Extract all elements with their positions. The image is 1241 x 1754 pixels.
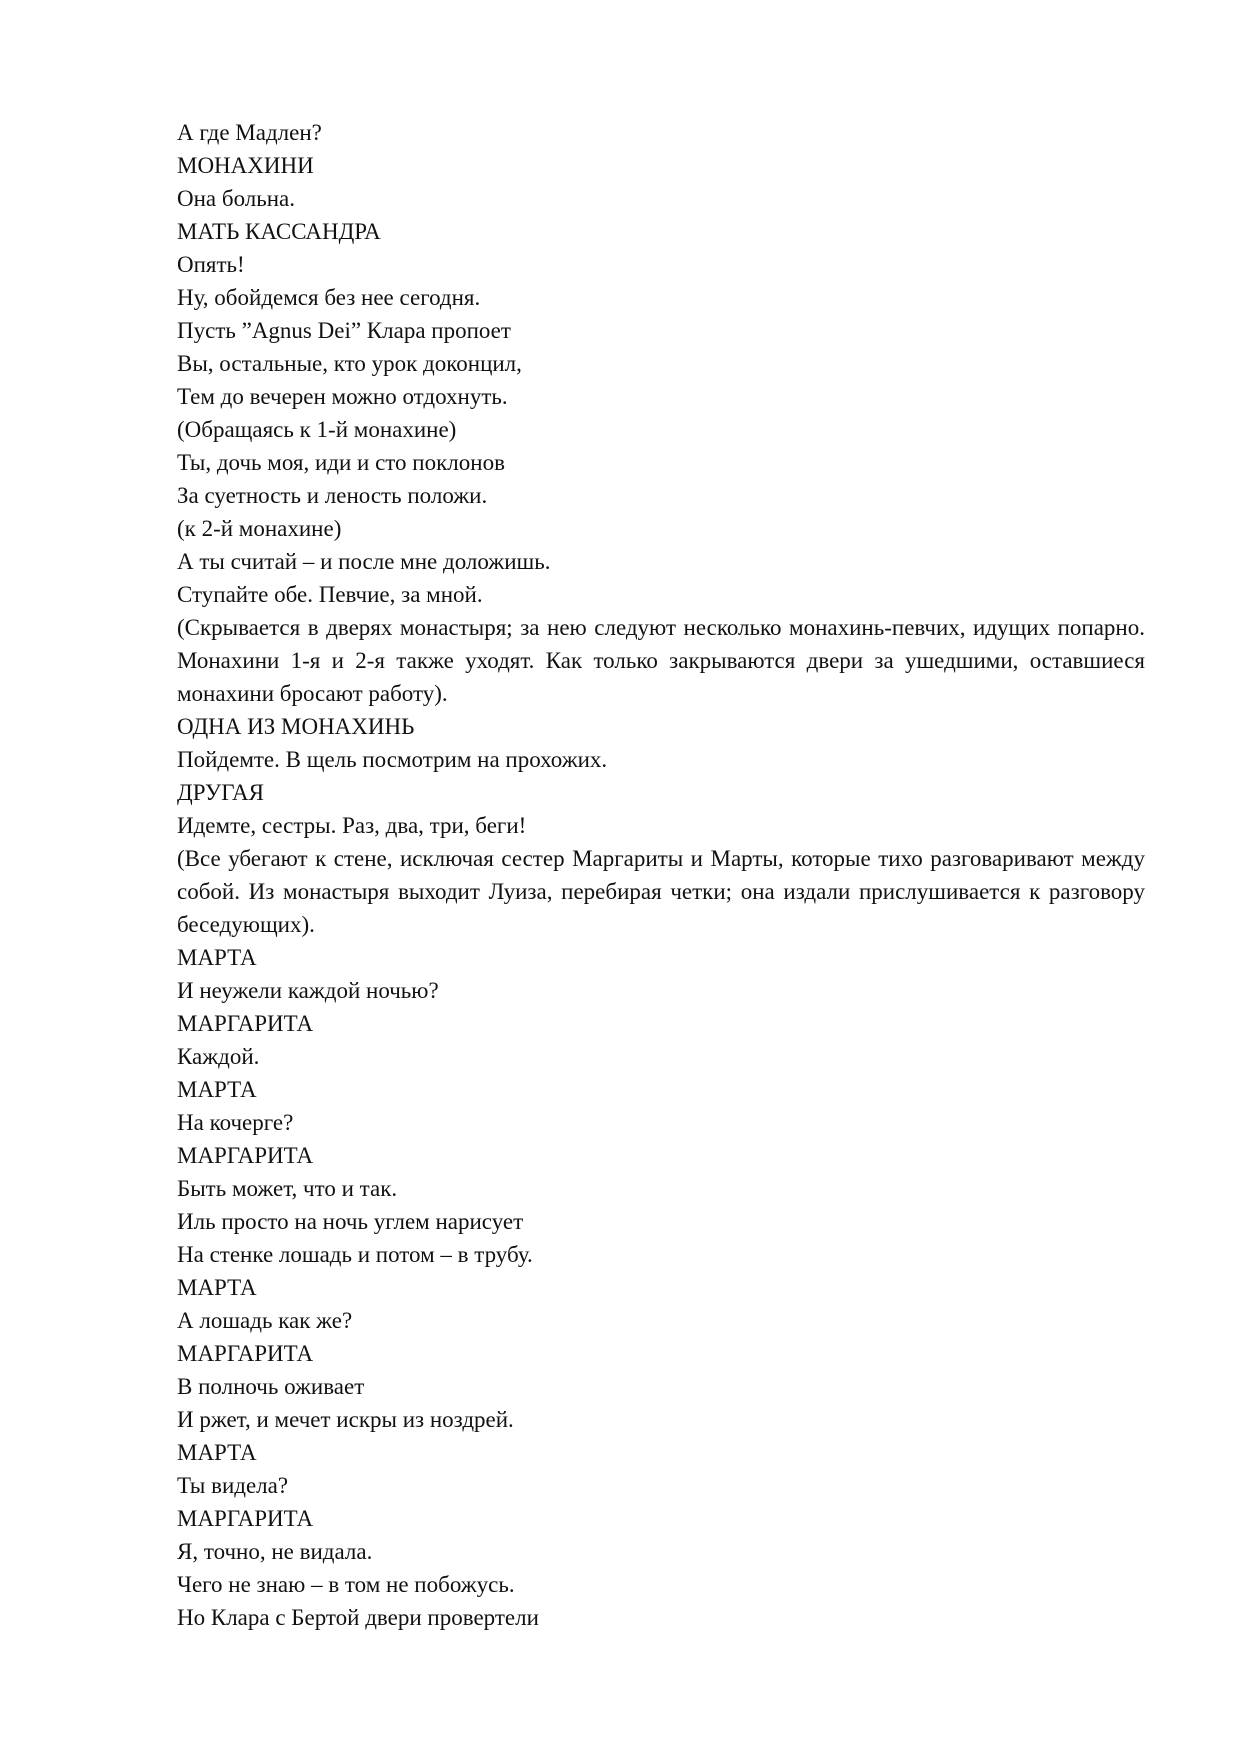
text-line: Ты, дочь моя, иди и сто поклонов (177, 450, 505, 475)
text-line: Она больна. (177, 186, 296, 211)
speaker-name: ОДНА ИЗ МОНАХИНЬ (177, 714, 415, 739)
text-line: Ступайте обе. Певчие, за мной. (177, 582, 483, 607)
text-line: За суетность и леность положи. (177, 483, 488, 508)
speaker-name: ДРУГАЯ (177, 780, 264, 805)
text-line: Пусть ”Agnus Dei” Клара пропоет (177, 318, 511, 343)
speaker-name: МАРГАРИТА (177, 1506, 314, 1531)
text-line: (к 2-й монахине) (177, 516, 342, 541)
text-line: А ты считай – и после мне доложишь. (177, 549, 551, 574)
text-line: И неужели каждой ночью? (177, 978, 439, 1003)
text-line: Опять! (177, 252, 245, 277)
document-page (177, 116, 1145, 1634)
text-line: На кочерге? (177, 1110, 294, 1135)
text-line: В полночь оживает (177, 1374, 365, 1399)
text-line: На стенке лошадь и потом – в трубу. (177, 1242, 533, 1267)
speaker-name: МАРТА (177, 1440, 257, 1465)
text-line: Вы, остальные, кто урок доконцил, (177, 351, 522, 376)
text-line: А где Мадлен? (177, 120, 322, 145)
text-line: Но Клара с Бертой двери провертели (177, 1605, 539, 1630)
text-line: Я, точно, не видала. (177, 1539, 373, 1564)
speaker-name: МАРГАРИТА (177, 1341, 314, 1366)
speaker-name: МОНАХИНИ (177, 153, 314, 178)
stage-direction: (Скрывается в дверях монастыря; за нею следуют несколько монахинь-певчих, идущих попарно. Монахини 1-я и 2-я также уходят. Как только закрываются двери за ушедшими, оставшиеся монахини бросают работу). (177, 615, 1145, 706)
text-line: Иль просто на ночь углем нарисует (177, 1209, 524, 1234)
text-line: Ну, обойдемся без нее сегодня. (177, 285, 481, 310)
text-line: Тем до вечерен можно отдохнуть. (177, 384, 508, 409)
speaker-name: МАРГАРИТА (177, 1011, 314, 1036)
speaker-name: МАТЬ КАССАНДРА (177, 219, 381, 244)
speaker-name: МАРГАРИТА (177, 1143, 314, 1168)
text-line: Пойдемте. В щель посмотрим на прохожих. (177, 747, 608, 772)
text-line: Каждой. (177, 1044, 260, 1069)
text-line: Идемте, сестры. Раз, два, три, беги! (177, 813, 527, 838)
text-line: Чего не знаю – в том не побожусь. (177, 1572, 515, 1597)
speaker-name: МАРТА (177, 945, 257, 970)
text-line: (Обращаясь к 1-й монахине) (177, 417, 457, 442)
text-line: А лошадь как же? (177, 1308, 353, 1333)
text-line: Быть может, что и так. (177, 1176, 398, 1201)
text-line: Ты видела? (177, 1473, 289, 1498)
text-line: И ржет, и мечет искры из ноздрей. (177, 1407, 514, 1432)
speaker-name: МАРТА (177, 1275, 257, 1300)
stage-direction: (Все убегают к стене, исключая сестер Маргариты и Марты, которые тихо разговаривают между собой. Из монастыря выходит Луиза, перебирая четки; она издали прислушивается к разговору беседующих). (177, 846, 1145, 937)
speaker-name: МАРТА (177, 1077, 257, 1102)
